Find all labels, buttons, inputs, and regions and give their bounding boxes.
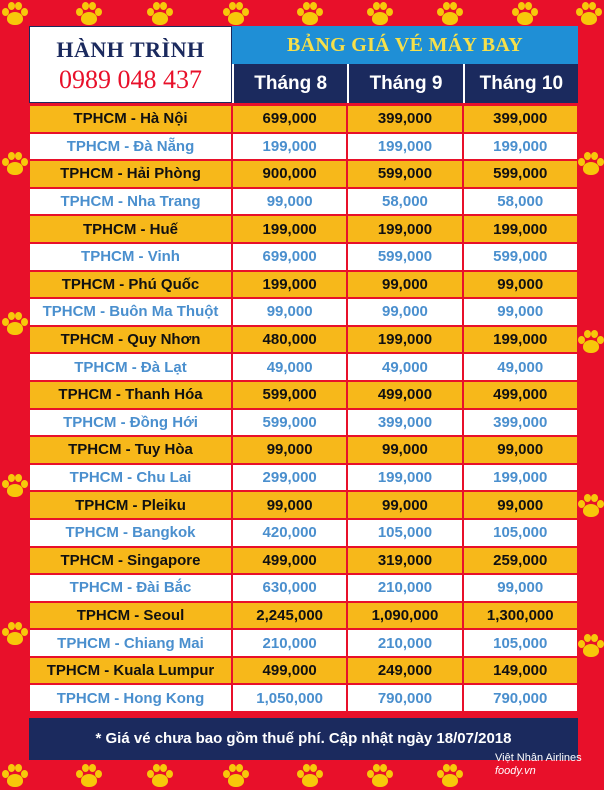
table-row — [29, 657, 578, 685]
footer-note: * Giá vé chưa bao gồm thuế phí. Cập nhật ngày 18/07/2018 — [29, 718, 578, 760]
paw-print-icon — [297, 2, 323, 26]
route-cell: TPHCM - Buôn Ma Thuột — [29, 298, 232, 326]
table-row — [29, 133, 578, 161]
route-cell: TPHCM - Bangkok — [29, 519, 232, 547]
price-cell: 299,000 — [232, 464, 347, 492]
table-row — [29, 574, 578, 602]
paw-print-icon — [512, 2, 538, 26]
month-header: Tháng 9 — [347, 64, 462, 103]
route-cell: TPHCM - Huế — [29, 215, 232, 243]
price-cell: 199,000 — [463, 464, 578, 492]
price-cell: 1,050,000 — [232, 684, 347, 712]
price-cell: 199,000 — [232, 215, 347, 243]
watermark-airline: Việt Nhân Airlines — [495, 752, 582, 764]
route-cell: TPHCM - Singapore — [29, 547, 232, 575]
table-row — [29, 464, 578, 492]
price-cell: 99,000 — [347, 491, 462, 519]
route-cell: TPHCM - Nha Trang — [29, 188, 232, 216]
price-cell: 105,000 — [347, 519, 462, 547]
month-header: Tháng 10 — [463, 64, 578, 103]
paw-print-icon — [147, 764, 173, 788]
route-cell: TPHCM - Đài Bắc — [29, 574, 232, 602]
price-cell: 499,000 — [347, 381, 462, 409]
brand-phone: 0989 048 437 — [59, 65, 202, 94]
price-cell: 99,000 — [347, 298, 462, 326]
price-cell: 99,000 — [232, 491, 347, 519]
price-cell: 99,000 — [347, 436, 462, 464]
paw-print-icon — [367, 764, 393, 788]
table-row — [29, 160, 578, 188]
watermark-site: foody.vn — [495, 765, 536, 777]
price-cell: 105,000 — [463, 629, 578, 657]
price-cell: 99,000 — [463, 436, 578, 464]
price-cell: 599,000 — [347, 243, 462, 271]
price-cell: 99,000 — [463, 298, 578, 326]
route-cell: TPHCM - Pleiku — [29, 491, 232, 519]
price-cell: 99,000 — [463, 574, 578, 602]
price-cell: 399,000 — [347, 409, 462, 437]
price-cell: 199,000 — [463, 326, 578, 354]
table-row — [29, 436, 578, 464]
route-cell: TPHCM - Quy Nhơn — [29, 326, 232, 354]
route-cell: TPHCM - Kuala Lumpur — [29, 657, 232, 685]
price-cell: 259,000 — [463, 547, 578, 575]
price-board — [29, 26, 578, 760]
table-row — [29, 215, 578, 243]
price-cell: 199,000 — [347, 133, 462, 161]
price-cell: 420,000 — [232, 519, 347, 547]
price-cell: 49,000 — [347, 353, 462, 381]
price-cell: 99,000 — [463, 491, 578, 519]
price-cell: 399,000 — [463, 105, 578, 133]
price-cell: 499,000 — [232, 547, 347, 575]
price-cell: 699,000 — [232, 105, 347, 133]
price-cell: 199,000 — [347, 464, 462, 492]
paw-print-icon — [147, 2, 173, 26]
price-cell: 210,000 — [347, 574, 462, 602]
price-cell: 99,000 — [347, 271, 462, 299]
month-header-row — [232, 64, 578, 103]
table-title: BẢNG GIÁ VÉ MÁY BAY — [232, 26, 578, 64]
price-cell: 199,000 — [232, 271, 347, 299]
table-row — [29, 298, 578, 326]
table-row — [29, 243, 578, 271]
paw-print-icon — [437, 2, 463, 26]
price-cell: 58,000 — [463, 188, 578, 216]
paw-print-icon — [578, 494, 604, 518]
price-cell: 399,000 — [463, 409, 578, 437]
table-row — [29, 519, 578, 547]
price-cell: 599,000 — [463, 160, 578, 188]
route-cell: TPHCM - Đồng Hới — [29, 409, 232, 437]
price-cell: 199,000 — [232, 133, 347, 161]
brand-name: HÀNH TRÌNH — [56, 37, 205, 62]
table-row — [29, 629, 578, 657]
price-cell: 480,000 — [232, 326, 347, 354]
paw-print-icon — [576, 2, 602, 26]
route-cell: TPHCM - Đà Nẵng — [29, 133, 232, 161]
table-row — [29, 353, 578, 381]
paw-print-icon — [578, 152, 604, 176]
table-row — [29, 326, 578, 354]
brand-box — [29, 26, 232, 103]
paw-print-icon — [367, 2, 393, 26]
route-cell: TPHCM - Hong Kong — [29, 684, 232, 712]
table-row — [29, 271, 578, 299]
price-cell: 99,000 — [232, 436, 347, 464]
route-cell: TPHCM - Tuy Hòa — [29, 436, 232, 464]
month-header: Tháng 8 — [232, 64, 347, 103]
paw-print-icon — [2, 2, 28, 26]
price-cell: 699,000 — [232, 243, 347, 271]
watermark — [495, 752, 582, 777]
price-cell: 900,000 — [232, 160, 347, 188]
price-cell: 210,000 — [232, 629, 347, 657]
paw-print-icon — [437, 764, 463, 788]
price-cell: 105,000 — [463, 519, 578, 547]
price-cell: 499,000 — [232, 657, 347, 685]
route-cell: TPHCM - Đà Lạt — [29, 353, 232, 381]
price-cell: 49,000 — [232, 353, 347, 381]
price-cell: 99,000 — [232, 298, 347, 326]
price-table-body — [29, 105, 578, 712]
price-cell: 199,000 — [463, 133, 578, 161]
price-cell: 790,000 — [347, 684, 462, 712]
table-row — [29, 602, 578, 630]
price-cell: 599,000 — [232, 409, 347, 437]
price-cell: 249,000 — [347, 657, 462, 685]
price-cell: 99,000 — [463, 271, 578, 299]
price-cell: 210,000 — [347, 629, 462, 657]
price-cell: 499,000 — [463, 381, 578, 409]
paw-print-icon — [76, 764, 102, 788]
table-row — [29, 409, 578, 437]
paw-print-icon — [76, 2, 102, 26]
route-cell: TPHCM - Thanh Hóa — [29, 381, 232, 409]
table-row — [29, 491, 578, 519]
paw-print-icon — [2, 474, 28, 498]
paw-print-icon — [578, 634, 604, 658]
paw-print-icon — [2, 622, 28, 646]
price-cell: 99,000 — [232, 188, 347, 216]
paw-print-icon — [223, 764, 249, 788]
price-cell: 599,000 — [232, 381, 347, 409]
route-cell: TPHCM - Seoul — [29, 602, 232, 630]
price-cell: 1,090,000 — [347, 602, 462, 630]
table-row — [29, 547, 578, 575]
route-cell: TPHCM - Chu Lai — [29, 464, 232, 492]
table-row — [29, 684, 578, 712]
price-cell: 319,000 — [347, 547, 462, 575]
paw-print-icon — [2, 152, 28, 176]
route-cell: TPHCM - Hà Nội — [29, 105, 232, 133]
route-cell: TPHCM - Chiang Mai — [29, 629, 232, 657]
table-row — [29, 188, 578, 216]
route-cell: TPHCM - Hải Phòng — [29, 160, 232, 188]
price-cell: 49,000 — [463, 353, 578, 381]
route-cell: TPHCM - Phú Quốc — [29, 271, 232, 299]
price-cell: 199,000 — [347, 326, 462, 354]
price-cell: 630,000 — [232, 574, 347, 602]
price-cell: 1,300,000 — [463, 602, 578, 630]
price-cell: 399,000 — [347, 105, 462, 133]
price-cell: 199,000 — [463, 215, 578, 243]
paw-print-icon — [2, 764, 28, 788]
price-cell: 199,000 — [347, 215, 462, 243]
table-row — [29, 381, 578, 409]
price-cell: 599,000 — [463, 243, 578, 271]
price-cell: 599,000 — [347, 160, 462, 188]
price-cell: 2,245,000 — [232, 602, 347, 630]
price-cell: 149,000 — [463, 657, 578, 685]
paw-print-icon — [297, 764, 323, 788]
price-cell: 790,000 — [463, 684, 578, 712]
paw-print-icon — [578, 330, 604, 354]
paw-print-icon — [2, 312, 28, 336]
route-cell: TPHCM - Vinh — [29, 243, 232, 271]
table-row — [29, 105, 578, 133]
price-cell: 58,000 — [347, 188, 462, 216]
paw-print-icon — [223, 2, 249, 26]
